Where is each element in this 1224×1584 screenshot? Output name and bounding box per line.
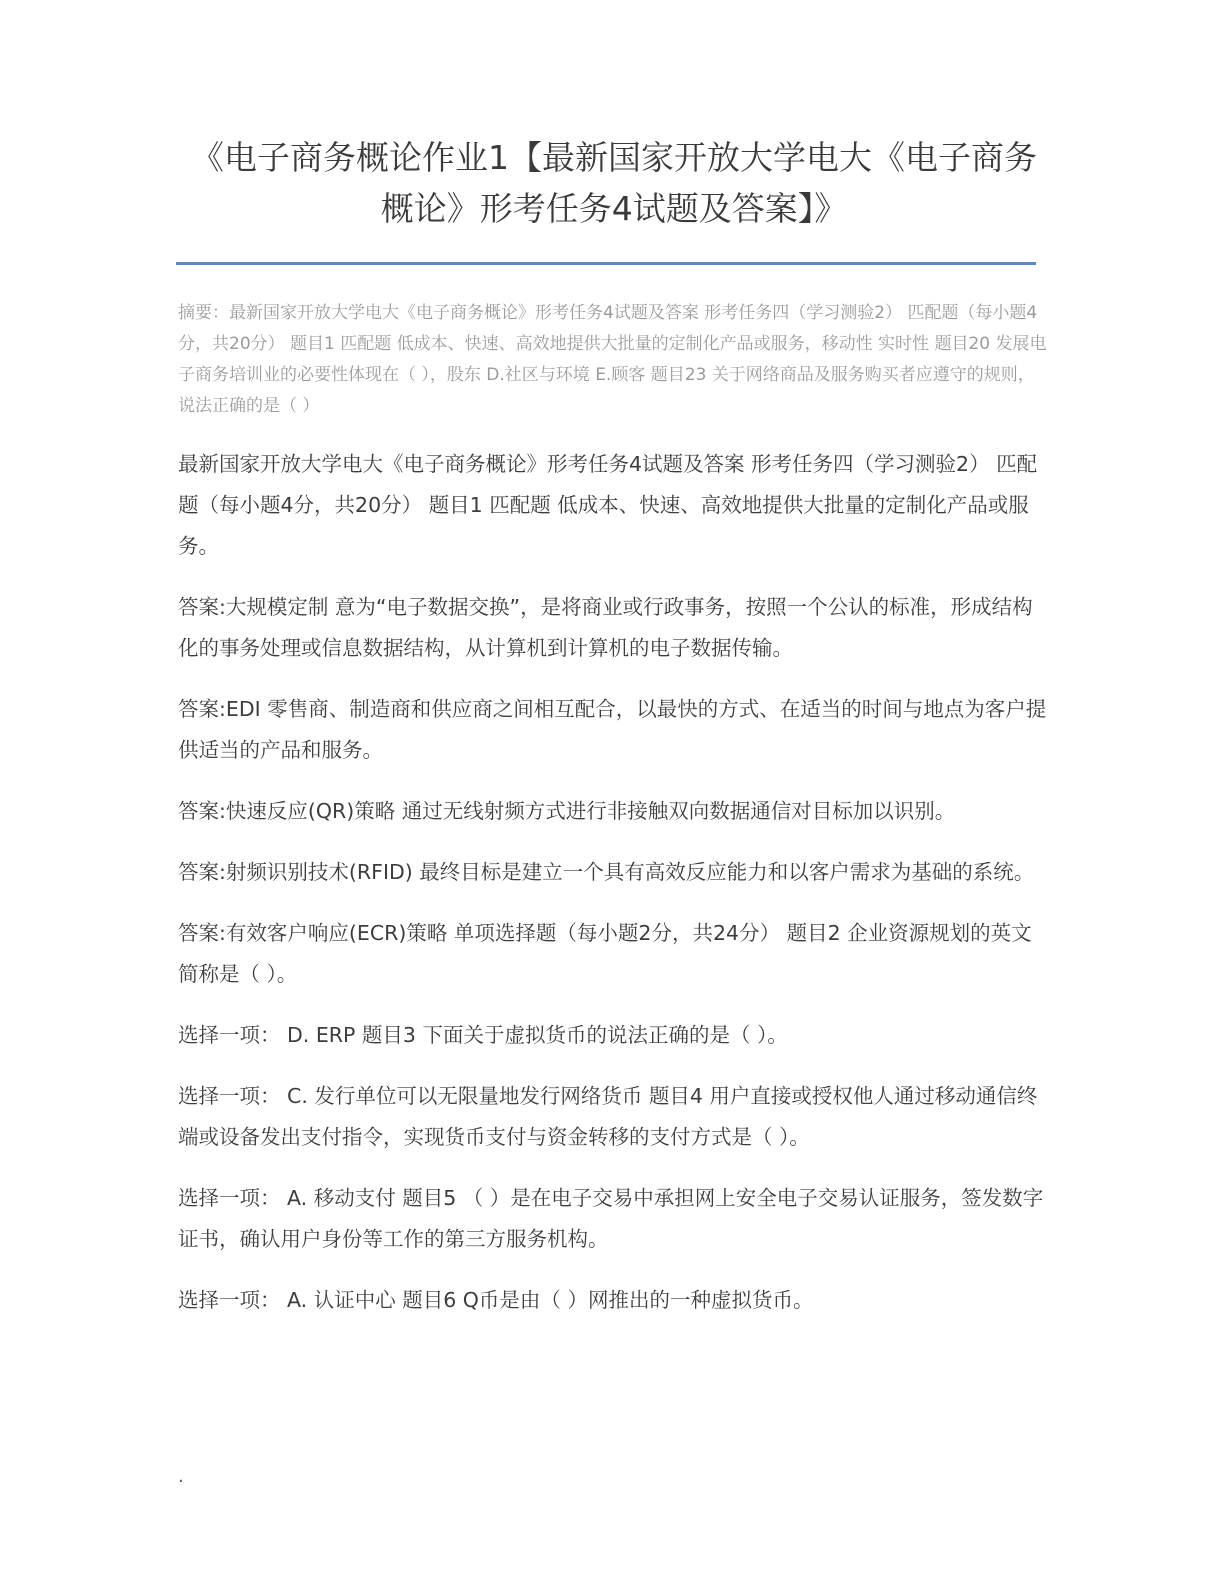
paragraph-1: 最新国家开放大学电大《电子商务概论》形考任务4试题及答案 形考任务四（学习测验2） 匹配题（每小题4分，共20分） 题目1 匹配题 低成本、快速、高效地提供大批量的定制化产品或服务。 (178, 452, 1038, 558)
document-page (178, 0, 1050, 1341)
paragraph-3: 答案:EDI 零售商、制造商和供应商之间相互配合，以最快的方式、在适当的时间与地点为客户提供适当的产品和服务。 (178, 697, 1047, 762)
title-divider (176, 262, 1036, 265)
paragraph-5: 答案:射频识别技术(RFID) 最终目标是建立一个具有高效反应能力和以客户需求为基础的系统。 (178, 860, 1035, 884)
footer-mark: . (178, 1466, 184, 1487)
paragraph-2: 答案:大规模定制 意为“电子数据交换”，是将商业或行政事务，按照一个公认的标准，形成结构化的事务处理或信息数据结构，从计算机到计算机的电子数据传输。 (178, 595, 1033, 660)
paragraph-9: 选择一项： A. 移动支付 题目5 （ ）是在电子交易中承担网上安全电子交易认证服务，签发数字证书，确认用户身份等工作的第三方服务机构。 (178, 1186, 1044, 1251)
document-body (178, 444, 1050, 1321)
paragraph-6: 答案:有效客户响应(ECR)策略 单项选择题（每小题2分，共24分） 题目2 企业资源规划的英文简称是（ ）。 (178, 921, 1032, 986)
paragraph-10: 选择一项： A. 认证中心 题目6 Q币是由（ ）网推出的一种虚拟货币。 (178, 1288, 814, 1312)
paragraph-8: 选择一项： C. 发行单位可以无限量地发行网络货币 题目4 用户直接或授权他人通过移动通信终端或设备发出支付指令，实现货币支付与资金转移的支付方式是（ ）。 (178, 1084, 1038, 1149)
document-title: 《电子商务概论作业1【最新国家开放大学电大《电子商务概论》形考任务4试题及答案】》 (191, 138, 1037, 228)
abstract: 摘要：最新国家开放大学电大《电子商务概论》形考任务4试题及答案 形考任务四（学习测验2） 匹配题（每小题4分，共20分） 题目1 匹配题 低成本、快速、高效地提供大批量的定制化产品或服务，移动性 实时性 题目20 发展电子商务培训业的必要性体现在（ ），股东 D.社区与环境 E.顾客 题目23 关于网络商品及服务购买者应遵守的规则，说法正确的是（ ） (178, 303, 1047, 416)
paragraph-7: 选择一项： D. ERP 题目3 下面关于虚拟货币的说法正确的是（ ）。 (178, 1023, 788, 1047)
paragraph-4: 答案:快速反应(QR)策略 通过无线射频方式进行非接触双向数据通信对目标加以识别。 (178, 799, 956, 823)
